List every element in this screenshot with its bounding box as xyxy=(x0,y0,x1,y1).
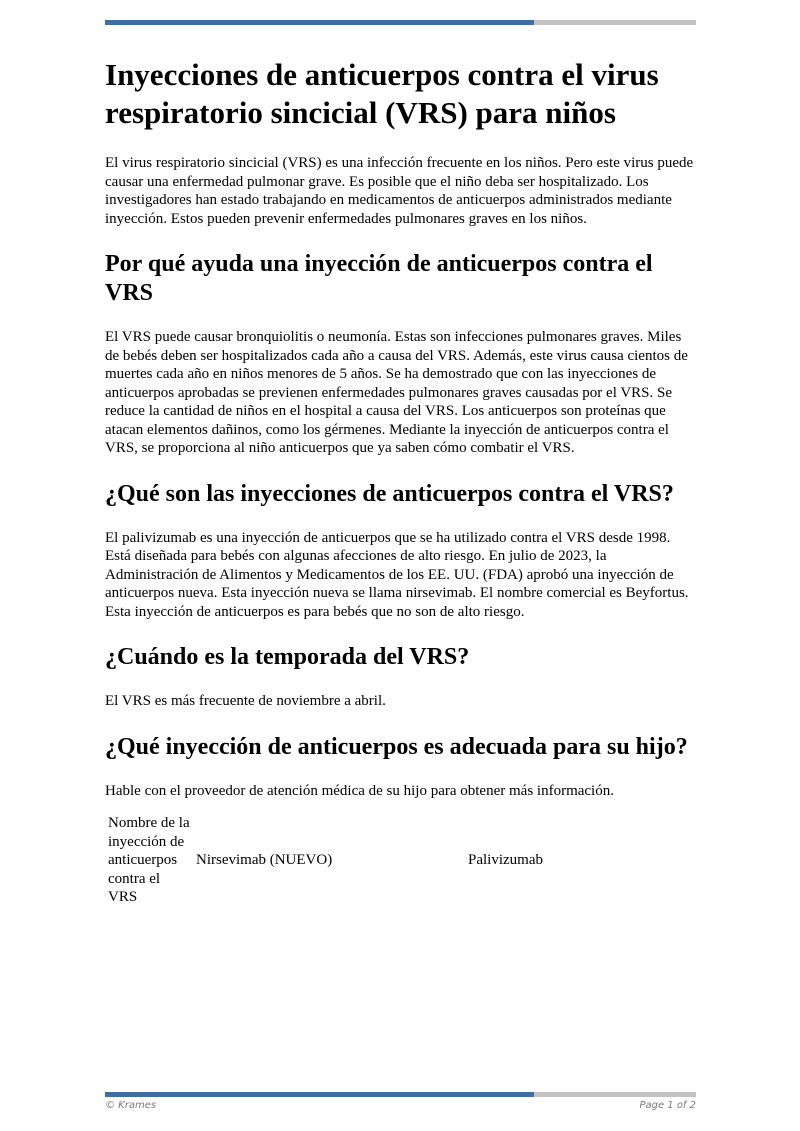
table-cell-palivizumab: Palivizumab xyxy=(468,852,543,868)
section-body-what: El palivizumab es una inyección de anticuerpos que se ha utilizado contra el VRS desde 1998. Está diseñada para bebés con algunas afecciones de alto riesgo. En julio de 2023, la Administración de Alimentos y Medicamentos de los EE. UU. (FDA) aprobó una inyección de anticuerpos nueva. Esta inyección nueva se llama nirsevimab. El nombre comercial es Beyfortus. Esta inyección de anticuerpos es para bebés que no son de alto riesgo. xyxy=(105,529,689,620)
footer-page-number: Page 1 of 2 xyxy=(639,1100,696,1111)
document-title: Inyecciones de anticuerpos contra el virus respiratorio sincicial (VRS) para niños xyxy=(105,57,659,130)
bottom-rule-blue xyxy=(105,1092,534,1097)
footer-copyright: © Krames xyxy=(105,1100,157,1111)
section-body-why: El VRS puede causar bronquiolitis o neumonía. Estas son infecciones pulmonares graves. Miles de bebés deben ser hospitalizados cada año a causa del VRS. Además, este virus causa cientos de muertes cada año en niños menores de 5 años. Se ha demostrado que con las inyecciones de anticuerpos aprobadas se previenen enfermedades pulmonares graves causadas por el VRS. Se reduce la cantidad de niños en el hospital a causa del VRS. Los anticuerpos son proteínas que atacan elementos dañinos, como los gérmenes. Mediante la inyección de anticuerpos contra el VRS, se proporciona al niño anticuerpos que ya saben cómo combatir el VRS. xyxy=(105,329,688,456)
comparison-table-row xyxy=(105,814,697,907)
top-rule xyxy=(105,20,696,25)
section-heading-when: ¿Cuándo es la temporada del VRS? xyxy=(105,644,470,670)
section-heading-why: Por qué ayuda una inyección de anticuerpos contra el VRS xyxy=(105,251,653,306)
section-heading-what: ¿Qué son las inyecciones de anticuerpos contra el VRS? xyxy=(105,480,674,507)
bottom-rule-gray xyxy=(534,1092,696,1097)
section-heading-which: ¿Qué inyección de anticuerpos es adecuada para su hijo? xyxy=(105,733,688,760)
section-body-when: El VRS es más frecuente de noviembre a abril. xyxy=(105,693,386,709)
table-cell-nirsevimab: Nirsevimab (NUEVO) xyxy=(196,852,333,868)
top-rule-gray xyxy=(534,20,696,25)
table-header-cell: Nombre de la inyección de anticuerpos contra el VRS xyxy=(108,815,190,905)
section-body-which: Hable con el proveedor de atención médica de su hijo para obtener más información. xyxy=(105,782,614,799)
intro-paragraph: El virus respiratorio sincicial (VRS) es una infección frecuente en los niños. Pero este virus puede causar una enfermedad pulmonar grave. Es posible que el niño deba ser hospitalizado. Los investigadores han estado trabajando en medicamentos de anticuerpos administrados mediante inyección. Estos pueden prevenir enfermedades pulmonares graves en los niños. xyxy=(105,155,694,227)
page-footer xyxy=(105,1100,696,1111)
bottom-rule xyxy=(105,1092,696,1097)
document-body xyxy=(105,56,697,907)
top-rule-blue xyxy=(105,20,534,25)
